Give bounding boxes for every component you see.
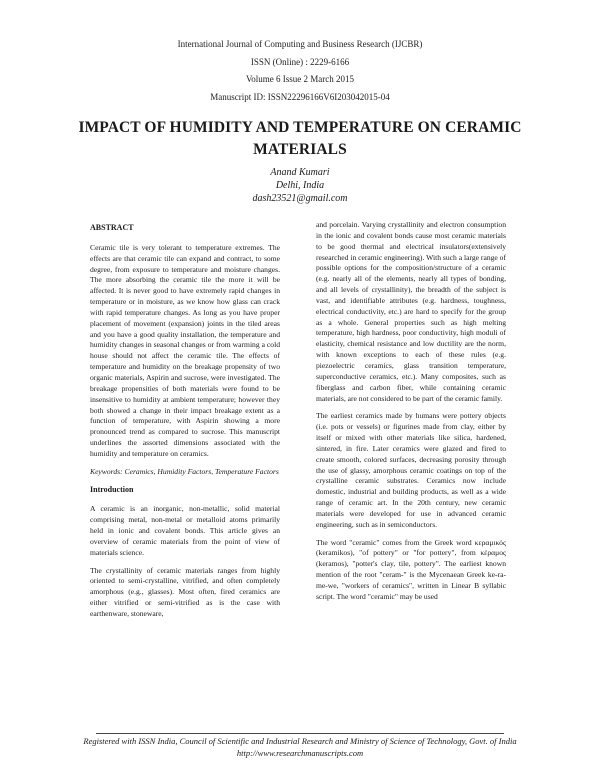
body-paragraph-2: The earliest ceramics made by humans were pottery objects (i.e. pots or vessels) or figurines made from clay, either by itself or mixed with other materials like silica, hardened, sintered, in fire. Later ceramics were glazed and fired to create smooth, colored surfaces, decreasing porosity through the use of glassy, amorphous ceramic coatings on top of the crystalline ceramic substrates. Ceramics now include domestic, industrial and building products, as well as a wide range of ceramic art. In the 20th century, new ceramic materials were developed for use in advanced ceramic engineering, such as in semiconductors.	[316, 411, 506, 529]
page-footer: Registered with ISSN India, Council of Scientific and Industrial Research and Ministry of Science of Technology, Govt. of India http://www.researchmanuscripts.com	[83, 736, 517, 758]
manuscript-id: Manuscript ID: ISSN22296166V6I203042015-04	[210, 91, 390, 102]
author-location: Delhi, India	[275, 180, 325, 191]
journal-header	[0, 36, 600, 106]
footer-divider	[96, 733, 504, 734]
journal-issn: ISSN (Online) : 2229-6166	[250, 56, 350, 67]
author-name: Anand Kumari	[270, 167, 330, 178]
intro-paragraph-1: A ceramic is an inorganic, non-metallic, solid material comprising metal, non-metal or metalloid atoms primarily held in ionic and covalent bonds. This article gives an overview of ceramic materials from the point of view of materials science.	[90, 504, 280, 557]
intro-paragraph-2: The crystallinity of ceramic materials ranges from highly oriented to semi-crystalline, vitrified, and often completely amorphous (e.g., glasses). Most often, fired ceramics are either vitrified or semi-vitrified as is the case with earthenware, stoneware,	[90, 565, 280, 618]
body-paragraph-1: and porcelain. Varying crystallinity and electron consumption in the ionic and covalent bonds cause most ceramic materials to be good thermal and electrical insulators(extensively researched in ceramic engineering). With such a large range of possible options for the composition/structure of a ceramic (e.g. nearly all of the elements, nearly all types of bonding, and all levels of crystallinity), the breadth of the subject is vast, and identifiable attributes (e.g. hardness, toughness, electrical conductivity, etc.) are hard to specify for the group as a whole. General properties such as high melting temperature, high hardness, poor conductivity, high moduli of elasticity, chemical resistance and low ductility are the norm, with known exceptions to each of these rules (e.g. piezoelectric ceramics, glass transition temperature, superconductive ceramics, etc.). Many composites, such as fiberglass and carbon fiber, while containing ceramic materials, are not considered to be part of the ceramic family.	[316, 220, 507, 403]
right-column	[316, 220, 506, 610]
body-paragraph-3: The word "ceramic" comes from the Greek word κεραμικός (keramikos), "of pottery" or "for pottery", from κέραμος (keramos), "potter's clay, tile, pottery". The earliest known mention of the root "ceram-" is the Mycenaean Greek ke-ra-me-we, "workers of ceramics", written in Linear B syllabic script. The word "ceramic" may be used	[316, 537, 506, 601]
abstract-text: Ceramic tile is very tolerant to temperature extremes. The effects are that ceramic tile can expand and contract, to some degree, from exposure to temperature and moisture changes. The more absorbing the ceramic tile the more it will be affected. It is never good to have extremely rapid changes in temperature or in moisture, as we know how glass can crack with rapid temperature changes. As long as you have proper placement of movement (expansion) joints in the tiled areas and you have a good quality installation, the temperature and humidity changes in seasonal changes or from warming a cold house should not affect the ceramic tile. The effects of temperature and humidity on the breakage propensity of two organic materials, Aspirin and sucrose, were investigated. The breakage propensities of both materials were found to be insensitive to humidity at ambient temperature; however they both showed a change in their impact breakage extent as a function of temperature, with Aspirin showing a more pronounced trend as compared to sucrose. This manuscript underlines the assorted dimensions associated with the humidity and temperature on ceramics.	[90, 242, 280, 458]
journal-volume: Volume 6 Issue 2 March 2015	[245, 74, 355, 84]
journal-name: International Journal of Computing and Business Research (IJCBR)	[177, 39, 423, 49]
author-email[interactable]: dash23521@gmail.com	[252, 193, 348, 204]
introduction-heading: Introduction	[90, 484, 134, 494]
author-block	[0, 166, 600, 205]
keywords: Keywords: Ceramics, Humidity Factors, Temperature Factors	[90, 466, 279, 476]
abstract-heading: ABSTRACT	[90, 223, 134, 232]
paper-title: IMPACT OF HUMIDITY AND TEMPERATURE ON CERAMIC MATERIALS	[78, 119, 522, 158]
left-column	[90, 223, 280, 627]
